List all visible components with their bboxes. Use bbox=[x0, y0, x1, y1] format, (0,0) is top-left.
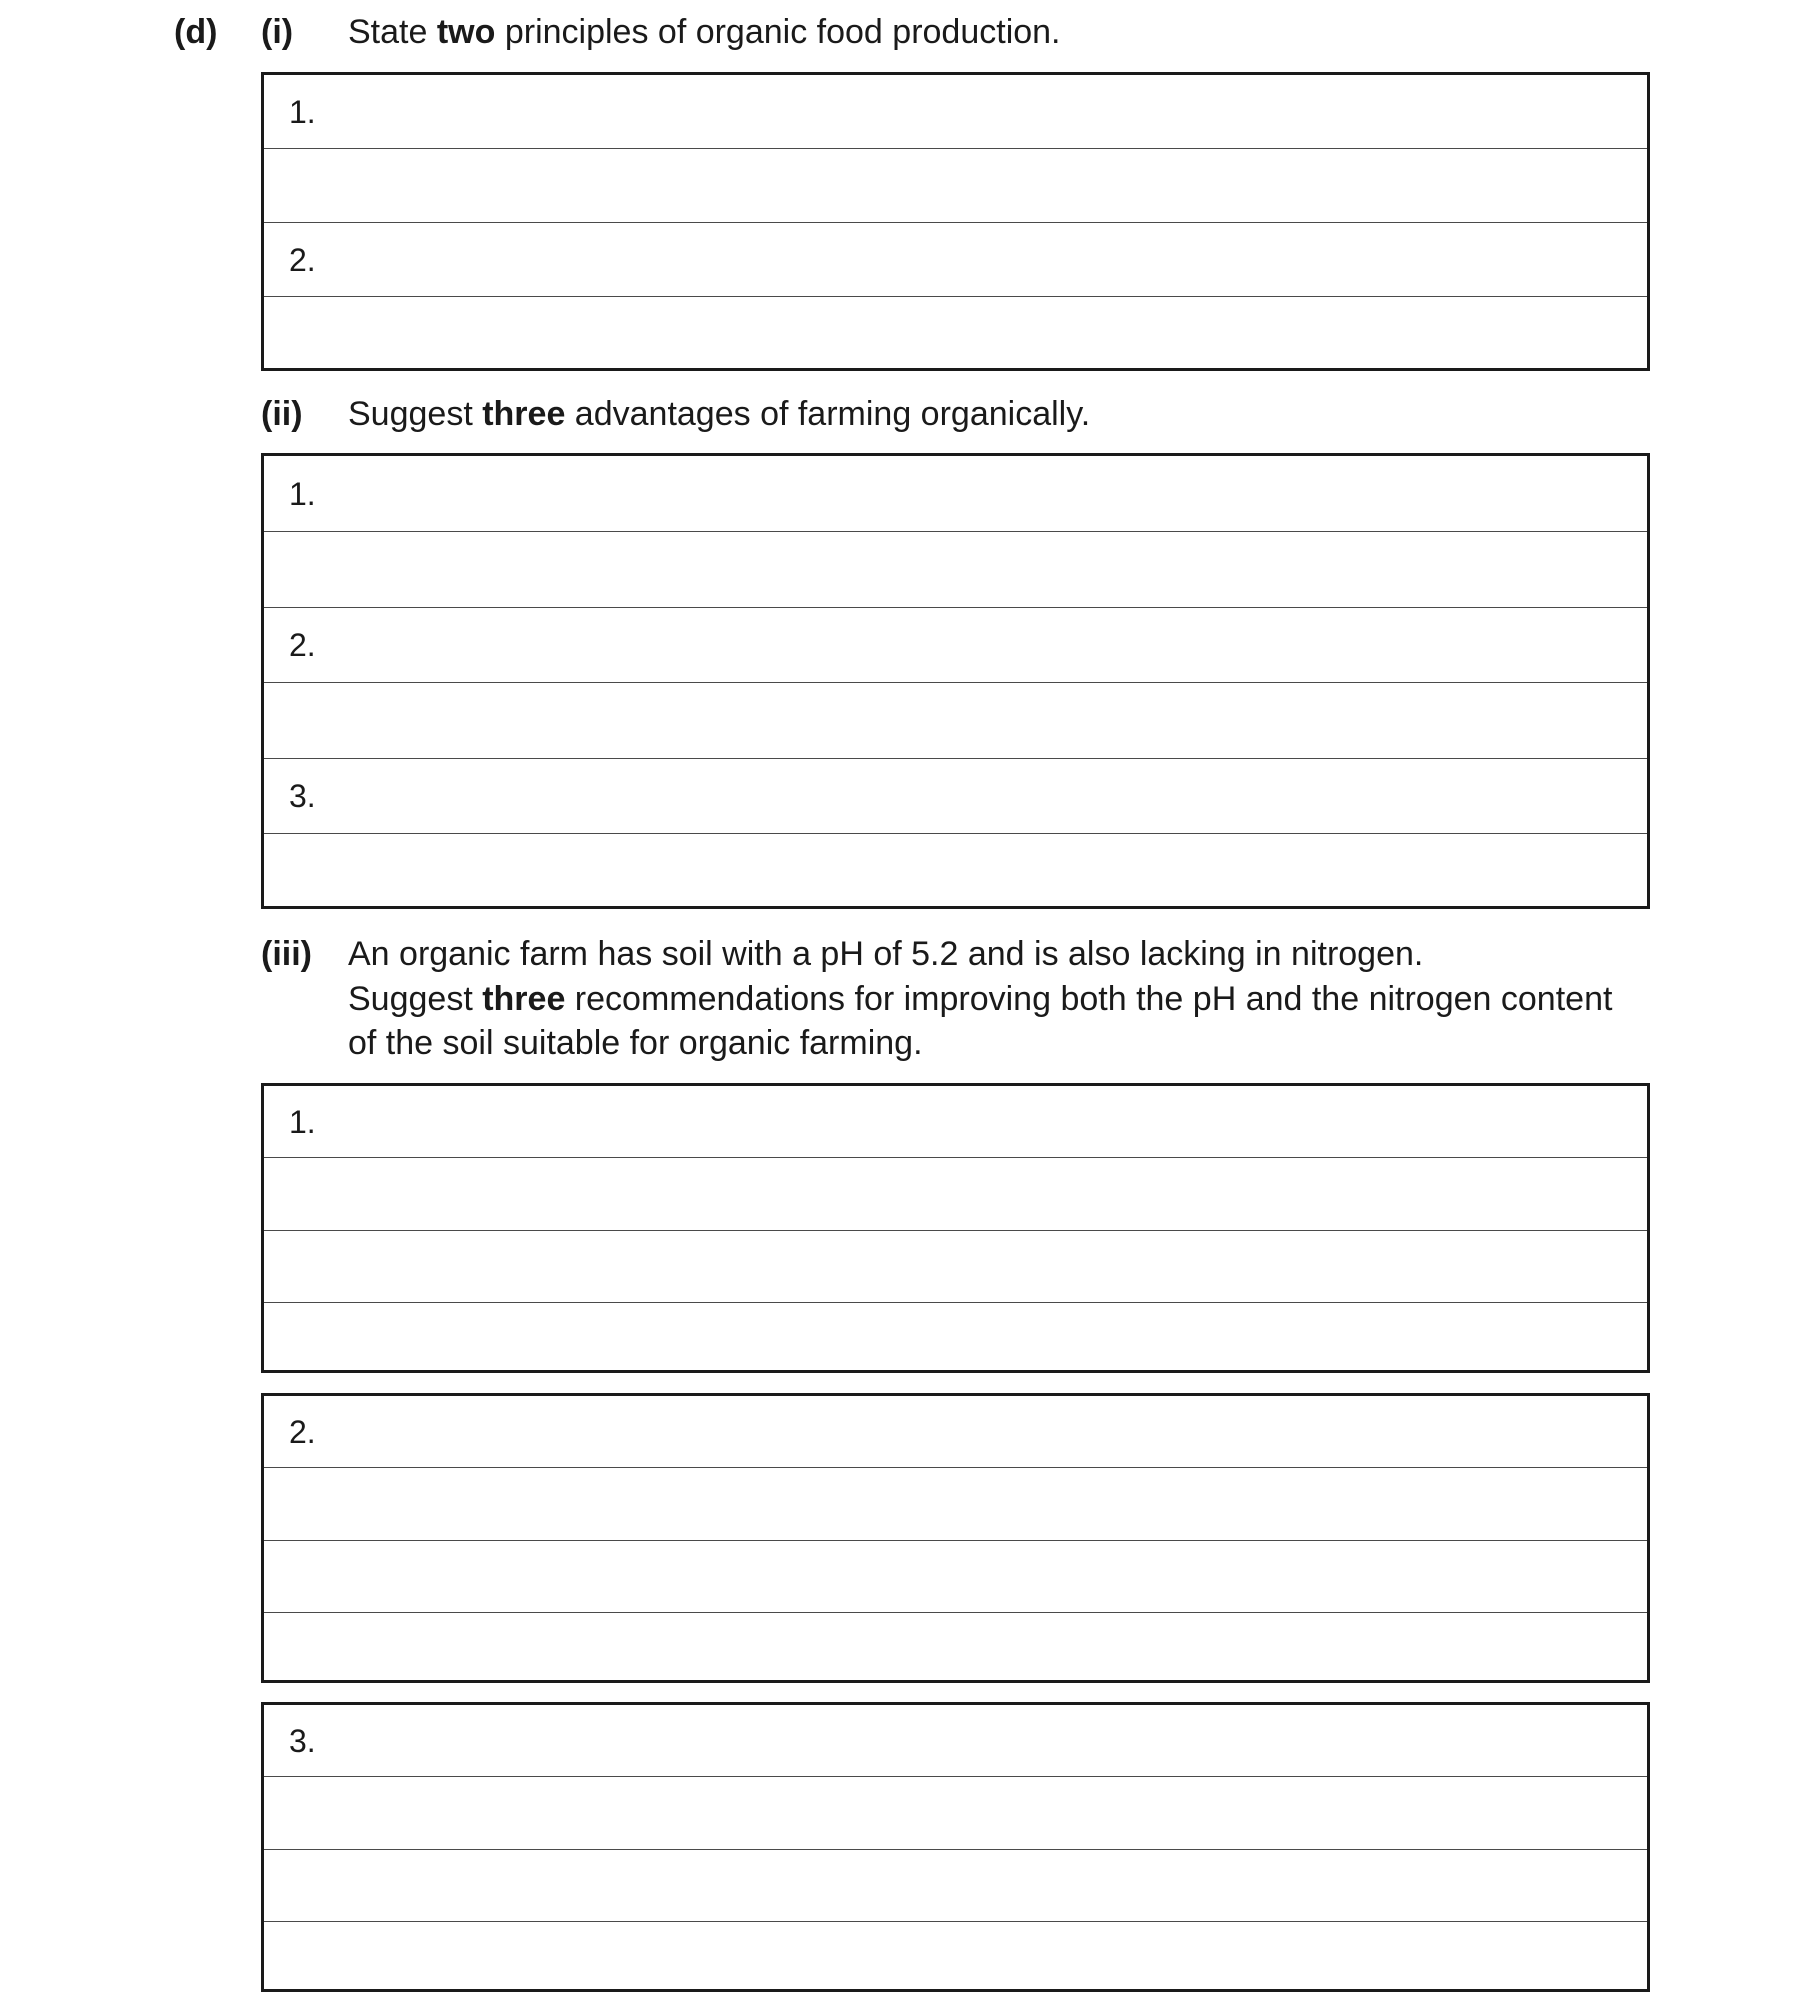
answer-line[interactable] bbox=[264, 1705, 1647, 1777]
answer-number: 2. bbox=[289, 627, 316, 663]
answer-field[interactable] bbox=[344, 229, 1637, 290]
answer-line[interactable] bbox=[264, 75, 1647, 149]
answer-line[interactable] bbox=[264, 532, 1647, 608]
answer-number: 3. bbox=[289, 778, 316, 814]
answer-number: 1. bbox=[289, 93, 316, 130]
answer-line[interactable] bbox=[264, 1086, 1647, 1158]
answer-field[interactable] bbox=[344, 765, 1637, 827]
answer-number: 3. bbox=[289, 1722, 316, 1759]
answer-line[interactable] bbox=[264, 456, 1647, 532]
question-ii-text: Suggest three advantages of farming organically. bbox=[348, 395, 1091, 433]
answer-field[interactable] bbox=[344, 1711, 1637, 1770]
answer-line[interactable] bbox=[264, 223, 1647, 297]
part-label: (d) bbox=[174, 13, 218, 51]
answer-number: 1. bbox=[289, 475, 316, 512]
answer-box-i bbox=[261, 72, 1650, 371]
answer-field[interactable] bbox=[344, 155, 1637, 216]
answer-field[interactable] bbox=[344, 1309, 1637, 1364]
answer-field[interactable] bbox=[344, 1928, 1637, 1983]
answer-line[interactable] bbox=[264, 1158, 1647, 1231]
answer-line[interactable] bbox=[264, 834, 1647, 906]
answer-field[interactable] bbox=[344, 614, 1637, 676]
question-i-label: (i) bbox=[261, 13, 294, 51]
answer-line[interactable] bbox=[264, 1777, 1647, 1850]
answer-field[interactable] bbox=[344, 1619, 1637, 1674]
answer-box-ii bbox=[261, 453, 1650, 909]
answer-line[interactable] bbox=[264, 1613, 1647, 1680]
answer-line[interactable] bbox=[264, 149, 1647, 223]
answer-box-iii-2 bbox=[261, 1393, 1650, 1683]
answer-field[interactable] bbox=[344, 303, 1637, 362]
answer-box-iii-1 bbox=[261, 1083, 1650, 1373]
answer-field[interactable] bbox=[344, 1402, 1637, 1461]
question-iii-line1: An organic farm has soil with a pH of 5.2 and is also lacking in nitrogen. bbox=[348, 935, 1424, 973]
answer-field[interactable] bbox=[344, 1092, 1637, 1151]
answer-number: 2. bbox=[289, 241, 316, 278]
answer-line[interactable] bbox=[264, 683, 1647, 759]
question-i-text: State two principles of organic food production. bbox=[348, 13, 1061, 51]
answer-field[interactable] bbox=[344, 462, 1637, 525]
answer-line[interactable] bbox=[264, 608, 1647, 683]
answer-field[interactable] bbox=[344, 1856, 1637, 1915]
answer-line[interactable] bbox=[264, 1541, 1647, 1613]
answer-field[interactable] bbox=[344, 1783, 1637, 1843]
answer-line[interactable] bbox=[264, 1468, 1647, 1541]
answer-field[interactable] bbox=[344, 689, 1637, 752]
answer-line[interactable] bbox=[264, 1396, 1647, 1468]
answer-number: 1. bbox=[289, 1103, 316, 1140]
answer-line[interactable] bbox=[264, 1303, 1647, 1370]
answer-line[interactable] bbox=[264, 1231, 1647, 1303]
answer-field[interactable] bbox=[344, 1474, 1637, 1534]
answer-field[interactable] bbox=[344, 1237, 1637, 1296]
answer-line[interactable] bbox=[264, 1922, 1647, 1989]
question-iii-line3: of the soil suitable for organic farming. bbox=[348, 1024, 923, 1062]
answer-field[interactable] bbox=[344, 538, 1637, 601]
answer-field[interactable] bbox=[344, 1164, 1637, 1224]
question-ii-label: (ii) bbox=[261, 395, 303, 433]
answer-box-iii-3 bbox=[261, 1702, 1650, 1992]
answer-field[interactable] bbox=[344, 840, 1637, 900]
answer-line[interactable] bbox=[264, 759, 1647, 834]
answer-number: 2. bbox=[289, 1413, 316, 1450]
answer-field[interactable] bbox=[344, 81, 1637, 142]
answer-line[interactable] bbox=[264, 1850, 1647, 1922]
question-iii-line2: Suggest three recommendations for improving both the pH and the nitrogen content bbox=[348, 980, 1613, 1018]
answer-line[interactable] bbox=[264, 297, 1647, 368]
answer-field[interactable] bbox=[344, 1547, 1637, 1606]
question-iii-label: (iii) bbox=[261, 935, 312, 973]
